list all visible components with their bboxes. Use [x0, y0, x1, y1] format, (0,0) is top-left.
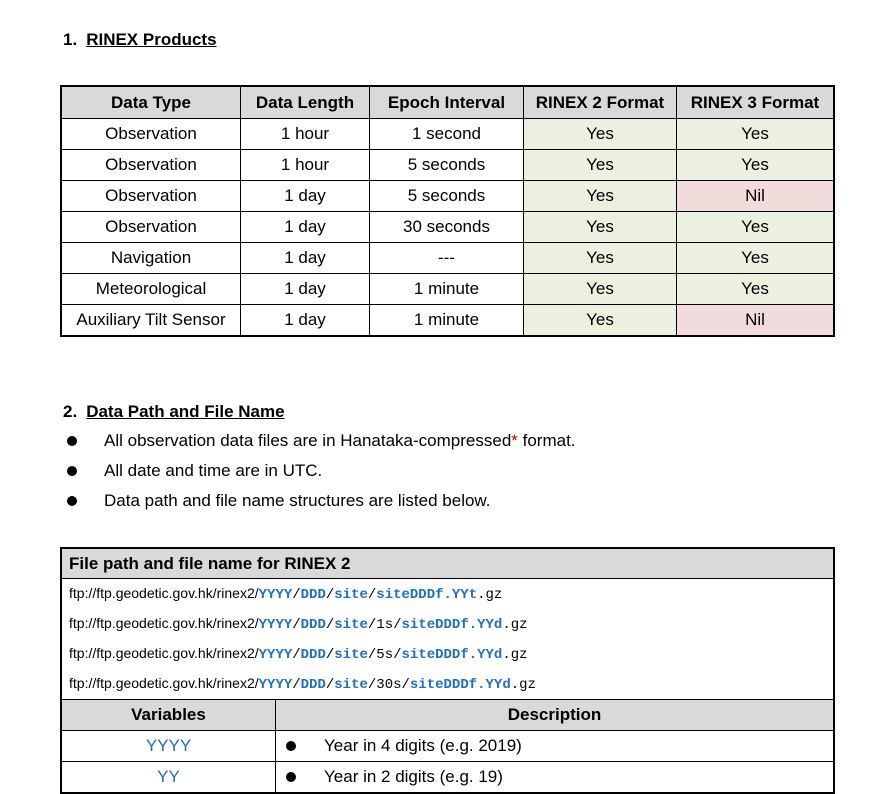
- table-row: [61, 243, 834, 274]
- variable-row: [61, 762, 834, 794]
- rinex-products-table: [60, 85, 835, 337]
- cell-data-length: 1 day: [241, 305, 370, 337]
- path-filename: siteDDDf.YYd: [401, 647, 503, 663]
- path-sep: /: [325, 587, 335, 603]
- cell-rinex3: Nil: [677, 181, 835, 212]
- path-sep: /: [367, 617, 377, 633]
- path-year: YYYY: [258, 587, 293, 603]
- path-site: site: [334, 647, 368, 663]
- cell-rinex2: Yes: [524, 305, 677, 337]
- path-sep: /: [292, 587, 301, 603]
- table-header-row: [61, 86, 834, 119]
- bullet-text: Data path and file name structures are listed below.: [104, 491, 491, 510]
- rinex2-title: File path and file name for RINEX 2: [61, 548, 834, 579]
- section-1-number: 1.: [63, 30, 78, 49]
- section-2-number: 2.: [63, 402, 78, 421]
- cell-rinex2: Yes: [524, 243, 677, 274]
- path-site: site: [334, 617, 368, 633]
- cell-epoch-interval: 5 seconds: [370, 181, 524, 212]
- cell-data-length: 1 hour: [241, 119, 370, 150]
- path-day: DDD: [300, 587, 326, 603]
- cell-rinex2: Yes: [524, 181, 677, 212]
- path-interval: 1s/: [376, 617, 402, 633]
- path-extension: .gz: [502, 617, 528, 633]
- path-sep: /: [325, 617, 335, 633]
- file-path: [61, 639, 834, 669]
- cell-epoch-interval: 1 minute: [370, 274, 524, 305]
- cell-data-type: Navigation: [61, 243, 241, 274]
- section-1-heading: RINEX Products: [86, 30, 217, 49]
- path-sep: /: [325, 677, 335, 693]
- path-extension: .gz: [510, 677, 536, 693]
- section-1-title: [63, 30, 217, 50]
- bullet-icon: [67, 466, 77, 476]
- path-filename: siteDDDf.YYd: [409, 677, 511, 693]
- path-extension: .gz: [477, 587, 503, 603]
- cell-rinex3: Yes: [677, 274, 835, 305]
- cell-data-type: Meteorological: [61, 274, 241, 305]
- bullet-item: [65, 460, 576, 490]
- path-day: DDD: [300, 677, 326, 693]
- data-path-bullets: [65, 430, 576, 520]
- table-row: [61, 119, 834, 150]
- cell-rinex3: Yes: [677, 243, 835, 274]
- cell-rinex2: Yes: [524, 274, 677, 305]
- variable-name: YY: [61, 762, 276, 794]
- header-data-length: Data Length: [241, 86, 370, 119]
- cell-data-length: 1 hour: [241, 150, 370, 181]
- bullet-text-tail: format.: [517, 431, 576, 450]
- rinex2-table-body: [61, 548, 834, 793]
- path-row: [61, 609, 834, 639]
- path-site: site: [334, 677, 368, 693]
- cell-epoch-interval: ---: [370, 243, 524, 274]
- cell-epoch-interval: 30 seconds: [370, 212, 524, 243]
- cell-data-type: Auxiliary Tilt Sensor: [61, 305, 241, 337]
- cell-data-type: Observation: [61, 150, 241, 181]
- variable-description: Year in 2 digits (e.g. 19): [324, 767, 503, 786]
- table-row: [61, 274, 834, 305]
- path-sep: /: [367, 647, 377, 663]
- header-epoch-interval: Epoch Interval: [370, 86, 524, 119]
- path-base-url: ftp://ftp.geodetic.gov.hk/rinex2/: [69, 585, 259, 601]
- bullet-item: [65, 430, 576, 460]
- variable-row: [61, 731, 834, 762]
- path-row: [61, 669, 834, 700]
- bullet-text: All observation data files are in Hanataka-compressed: [104, 431, 512, 450]
- cell-data-length: 1 day: [241, 212, 370, 243]
- cell-rinex3: Yes: [677, 150, 835, 181]
- cell-data-length: 1 day: [241, 181, 370, 212]
- file-path: [61, 669, 834, 700]
- path-sep: /: [367, 677, 377, 693]
- path-year: YYYY: [258, 647, 293, 663]
- path-row: [61, 639, 834, 669]
- path-sep: /: [292, 677, 301, 693]
- rinex2-title-row: [61, 548, 834, 579]
- cell-epoch-interval: 1 second: [370, 119, 524, 150]
- bullet-item: [65, 490, 576, 520]
- cell-rinex2: Yes: [524, 212, 677, 243]
- path-sep: /: [367, 587, 377, 603]
- bullet-icon: [286, 741, 296, 751]
- file-path: [61, 579, 834, 610]
- asterisk-mark: *: [511, 431, 518, 450]
- variable-description-cell: [276, 731, 835, 762]
- path-day: DDD: [300, 617, 326, 633]
- rinex2-path-table: [60, 547, 835, 794]
- variable-name: YYYY: [61, 731, 276, 762]
- section-2-title: [63, 402, 285, 422]
- path-interval: 5s/: [376, 647, 402, 663]
- cell-rinex3: Yes: [677, 212, 835, 243]
- products-table-body: [61, 119, 834, 337]
- path-site: site: [334, 587, 368, 603]
- bullet-text: All date and time are in UTC.: [104, 461, 323, 480]
- table-row: [61, 181, 834, 212]
- path-base-url: ftp://ftp.geodetic.gov.hk/rinex2/: [69, 675, 259, 691]
- section-2-heading: Data Path and File Name: [86, 402, 285, 421]
- path-year: YYYY: [258, 677, 293, 693]
- header-rinex2-format: RINEX 2 Format: [524, 86, 677, 119]
- file-path: [61, 609, 834, 639]
- variables-header-row: [61, 700, 834, 731]
- cell-rinex2: Yes: [524, 150, 677, 181]
- header-description: Description: [276, 700, 835, 731]
- path-base-url: ftp://ftp.geodetic.gov.hk/rinex2/: [69, 645, 259, 661]
- cell-data-length: 1 day: [241, 243, 370, 274]
- path-extension: .gz: [502, 647, 528, 663]
- cell-rinex3: Yes: [677, 119, 835, 150]
- variable-description-cell: [276, 762, 835, 794]
- path-interval: 30s/: [376, 677, 410, 693]
- cell-data-type: Observation: [61, 181, 241, 212]
- cell-epoch-interval: 1 minute: [370, 305, 524, 337]
- path-base-url: ftp://ftp.geodetic.gov.hk/rinex2/: [69, 615, 259, 631]
- path-day: DDD: [300, 647, 326, 663]
- path-filename: siteDDDf.YYt: [376, 587, 478, 603]
- cell-data-type: Observation: [61, 212, 241, 243]
- cell-rinex2: Yes: [524, 119, 677, 150]
- header-data-type: Data Type: [61, 86, 241, 119]
- cell-epoch-interval: 5 seconds: [370, 150, 524, 181]
- path-row: [61, 579, 834, 610]
- header-variables: Variables: [61, 700, 276, 731]
- header-rinex3-format: RINEX 3 Format: [677, 86, 835, 119]
- cell-data-type: Observation: [61, 119, 241, 150]
- path-sep: /: [325, 647, 335, 663]
- cell-rinex3: Nil: [677, 305, 835, 337]
- path-sep: /: [292, 647, 301, 663]
- table-row: [61, 305, 834, 337]
- bullet-icon: [286, 772, 296, 782]
- path-sep: /: [292, 617, 301, 633]
- bullet-icon: [67, 436, 77, 446]
- bullet-icon: [67, 496, 77, 506]
- table-row: [61, 212, 834, 243]
- variable-description: Year in 4 digits (e.g. 2019): [324, 736, 522, 755]
- table-row: [61, 150, 834, 181]
- cell-data-length: 1 day: [241, 274, 370, 305]
- path-filename: siteDDDf.YYd: [401, 617, 503, 633]
- path-year: YYYY: [258, 617, 293, 633]
